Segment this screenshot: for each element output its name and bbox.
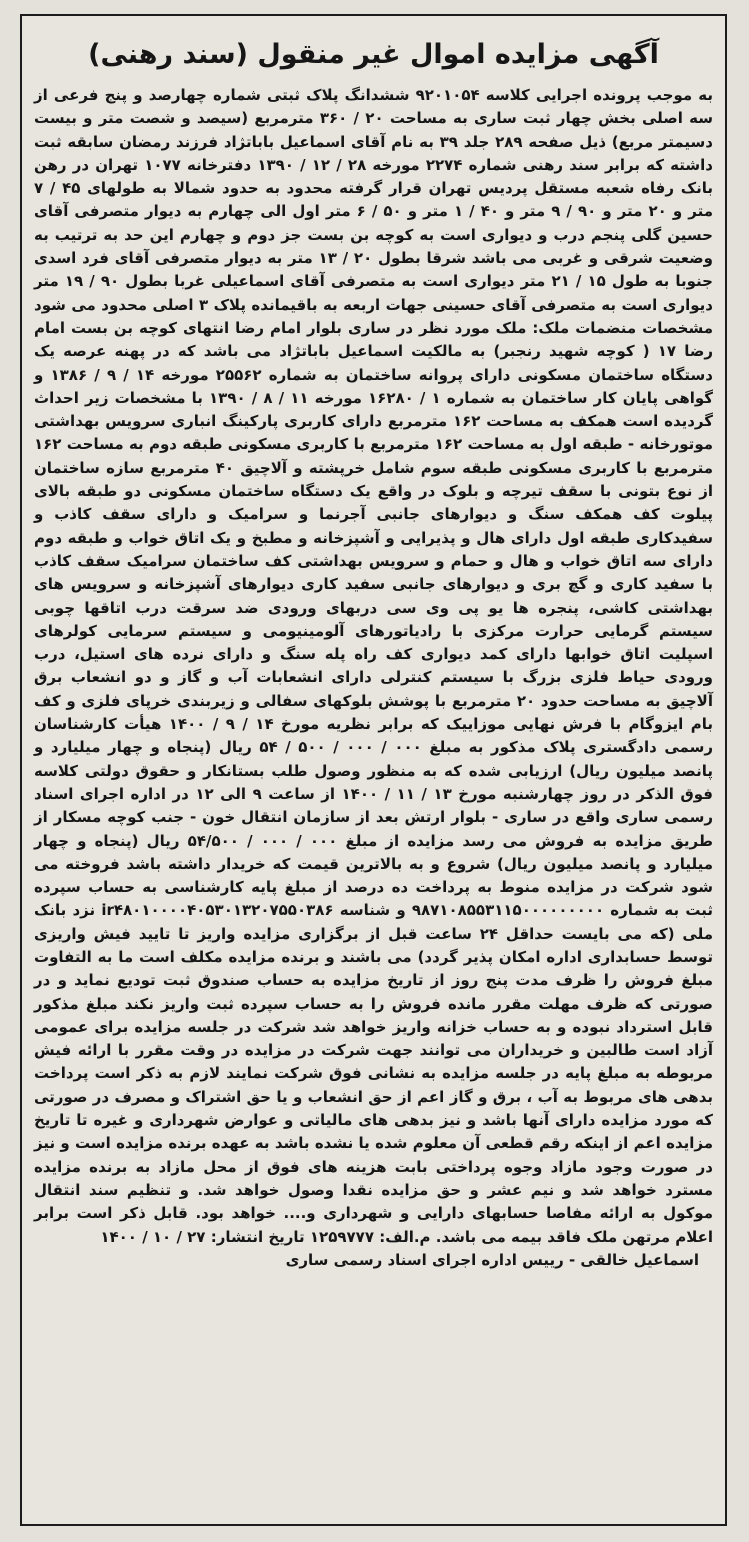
notice-content — [34, 22, 713, 1518]
notice-border — [20, 14, 727, 1526]
notice-body: به موجب پرونده اجرایی کلاسه ۹۲۰۱۰۵۴ ششدانگ پلاک ثبتی شماره چهارصد و پنج فرعی از سه اصلی بخش چهار ثبت ساری به مساحت ۲۰ / ۳۶۰ مترمربع (سیصد و شصت متر و بیست دسیمتر مربع) ذیل صفحه ۲۸۹ جلد ۳۹ به نام آقای اسماعیل باباتژاد فرزند رمضان سابقه ثبت داشته که برابر سند رهنی شماره ۲۲۷۴ مورخه ۲۸ / ۱۲ / ۱۳۹۰ دفترخانه ۱۰۷۷ تهران در رهن بانک رفاه شعبه مستقل پردیس تهران قرار گرفته محدود به حدود شمالا به طولهای ۴۵ / ۷ متر و ۲۰ متر و ۹۰ / ۹ متر و ۴۰ / ۱ متر و ۵۰ / ۶ متر اول الی چهارم به دیوار متصرفی آقای حسین گلی پنجم درب و دیواری است به کوچه بن بست جز دوم و چهارم این حد به ترتیب به وضعیت شرقی و غربی می باشد شرقا بطول ۲۰ / ۱۳ متر به دیوار متصرفی آقای فرد اسدی جنوبا به طول ۱۵ / ۲۱ متر دیواری است به متصرفی آقای اسماعیلی غربا بطول ۹۰ / ۱۹ متر دیواری است به متصرفی آقای حسینی جهات اربعه به باقیمانده پلاک ۳ اصلی محدود می شود مشخصات منضمات ملک: ملک مورد نظر در ساری بلوار امام رضا انتهای کوچه بن بست امام رضا ۱۷ ( کوچه شهید رنجبر) به مالکیت اسماعیل باباتژاد می باشد که در پهنه عرصه یک دستگاه ساختمان مسکونی دارای پروانه ساختمان به شماره ۲۵۵۶۲ مورخه ۱۴ / ۹ / ۱۳۸۶ و گواهی پایان کار ساختمان به شماره ۱ / ۱۶۲۸۰ مورخه ۱۱ / ۸ / ۱۳۹۰ با مشخصات زیر احداث گردیده است همکف به مساحت ۱۶۲ مترمربع دارای کاربری پارکینگ انباری سرویس بهداشتی موتورخانه - طبقه اول به مساحت ۱۶۲ مترمربع با کاربری مسکونی طبقه دوم به مساحت ۱۶۲ مترمربع با کاربری مسکونی طبقه سوم شامل خرپشته و آلاچیق ۴۰ مترمربع سازه ساختمان از نوع بتونی با سقف تیرچه و بلوک در واقع یک دستگاه ساختمان مسکونی دو طبقه بالای پیلوت کف همکف سنگ و دیوارهای جانبی آجرنما و سرامیک و دارای سقف کاذب و سفیدکاری طبقه اول دارای هال و پذیرایی و آشپزخانه و مطبخ و یک اتاق خواب و طبقه دوم دارای سه اتاق خواب و هال و حمام و سرویس بهداشتی کف ساختمان سرامیک سقف کاذب با سفید کاری و گچ بری و دیوارهای جانبی سفید کاری دیوارهای آشپزخانه و سرویس های بهداشتی کاشی، پنجره ها یو پی وی سی دربهای ورودی ضد سرقت درب اتاقها چوبی سیستم گرمایی حرارت مرکزی با رادیاتورهای آلومینیومی و سیستم سرمایی کولرهای اسپلیت اتاق خوابها دارای کمد دیواری کف راه پله سنگ و دارای نرده های استیل، درب ورودی حیاط فلزی بزرگ با سیستم کنترلی دارای انشعابات آب و گاز و دو انشعاب برق آلاچیق به مساحت حدود ۲۰ مترمربع با پوشش بلوکهای سفالی و زیربندی خرپای فلزی و کف بام ایزوگام با فرش نهایی موزاییک که برابر نظریه مورخ ۱۴ / ۹ / ۱۴۰۰ هیأت کارشناسان رسمی دادگستری پلاک مذکور به مبلغ ۰۰۰ / ۰۰۰ / ۵۰۰ / ۵۴ ریال (پنجاه و چهار میلیارد و پانصد میلیون ریال) ارزیابی شده که به منظور وصول طلب بستانکار و حقوق دولتی کلاسه فوق الذکر در روز چهارشنبه مورخ ۱۳ / ۱۱ / ۱۴۰۰ از ساعت ۹ الی ۱۲ در اداره اجرای اسناد رسمی ساری واقع در ساری - بلوار ارتش بعد از سازمان انتقال خون - جنب کوچه مسکار از طریق مزایده به فروش می رسد مزایده از مبلغ ۰۰۰ / ۰۰۰ / ۵۴/۵۰۰ ریال (پنجاه و چهار میلیارد و پانصد میلیون ریال) شروع و به بالاترین قیمت که خریدار داشته باشد فروخته می شود شرکت در مزایده منوط به پرداخت ده درصد از مبلغ پایه کارشناسی به حساب سپرده ثبت به شماره ۹۸۷۱۰۸۵۵۳۱۱۵۰۰۰۰۰۰۰۰۰ و شناسه ir۴۸۰۱۰۰۰۰۴۰۵۳۰۱۳۲۰۷۵۵۰۳۸۶ نزد بانک ملی (که می بایست حداقل ۲۴ ساعت قبل از برگزاری مزایده واریز تا تایید فیش واریزی توسط حسابداری اداره امکان پذیر گردد) می باشند و برنده مزایده مکلف است ما به التفاوت مبلغ فروش را ظرف مدت پنج روز از تاریخ مزایده به حساب صندوق ثبت تودیع نماید و در صورتی که ظرف مهلت مقرر مانده فروش را به حساب سپرده ثبت واریز نکند مبلغ مذکور قابل استرداد نبوده و به حساب خزانه واریز خواهد شد شرکت در جلسه مزایده برای عمومی آزاد است طالبین و خریداران می توانند جهت شرکت در مزایده در وقت مقرر با ارائه فیش مربوطه به مبلغ پایه در جلسه مزایده به نشانی فوق شرکت نمایند لازم به ذکر است پرداخت بدهی های مربوط به آب ، برق و گاز اعم از حق انشعاب و یا حق اشتراک و مصرف در صورتی که مورد مزایده دارای آنها باشد و نیز بدهی های مالیاتی و عوارض شهرداری و غیره تا تاریخ مزایده اعم از اینکه رقم قطعی آن معلوم شده یا نشده باشد به عهده برنده مزایده است و نیز در صورت وجود مازاد وجوه پرداختی بابت هزینه های فوق از محل مازاد به برنده مزایده مسترد خواهد شد و نیم عشر و حق مزایده نقدا وصول خواهد شد. و تنظیم سند انتقال موکول به ارائه مفاصا حسابهای دارایی و شهرداری و.... خواهد بود. قابل ذکر است برابر اعلام مرتهن ملک فاقد بیمه می باشد. م.الف: ۱۲۵۹۷۷۷ تاریخ انتشار: ۲۷ / ۱۰ / ۱۴۰۰ — [34, 86, 714, 1246]
notice-signature: اسماعیل خالقی - رییس اداره اجرای اسناد رسمی ساری — [285, 1250, 699, 1269]
notice-title: آگهی مزایده اموال غیر منقول (سند رهنی) — [88, 39, 659, 70]
